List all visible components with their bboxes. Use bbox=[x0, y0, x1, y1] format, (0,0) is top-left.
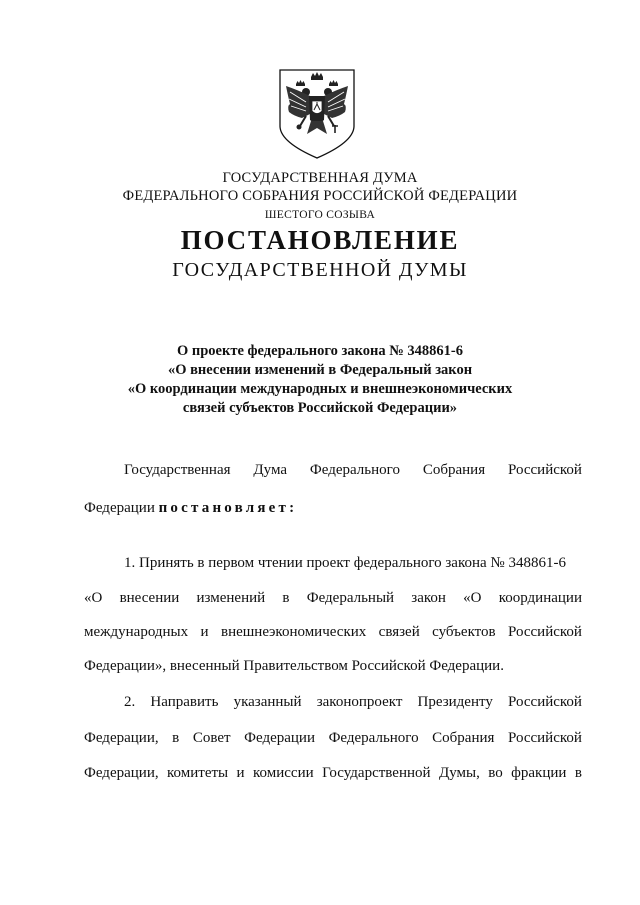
word: Дума bbox=[253, 462, 288, 478]
item-1-line-4: Федерации», внесенный Правительством Российской Федерации. bbox=[84, 658, 504, 674]
word: фракции bbox=[511, 765, 567, 781]
word: Федерального bbox=[309, 462, 400, 478]
preamble-line-2 bbox=[84, 500, 582, 517]
issuer-line-1: ГОСУДАРСТВЕННАЯ ДУМА bbox=[222, 170, 418, 186]
word: связей bbox=[378, 624, 420, 640]
document-type-title: ПОСТАНОВЛЕНИЕ bbox=[180, 225, 460, 255]
coat-of-arms-icon bbox=[276, 68, 358, 160]
word: законопроект bbox=[316, 694, 403, 710]
word: координации bbox=[498, 590, 582, 606]
word: «О bbox=[463, 590, 482, 606]
word: Федерации, bbox=[84, 730, 159, 746]
word: Собрания bbox=[432, 730, 495, 746]
word: в bbox=[172, 730, 180, 746]
word: Собрания bbox=[422, 462, 486, 478]
word: Государственной bbox=[322, 765, 431, 781]
item-2-line-3 bbox=[84, 765, 582, 782]
issuer-line-2: ФЕДЕРАЛЬНОГО СОБРАНИЯ РОССИЙСКОЙ ФЕДЕРАЦИИ bbox=[122, 188, 518, 204]
word: Российской bbox=[508, 462, 582, 478]
word: Федерального bbox=[328, 730, 419, 746]
word: в bbox=[282, 590, 290, 606]
word: комитеты bbox=[167, 765, 229, 781]
preamble-text: Федерации bbox=[84, 500, 155, 516]
word: Российской bbox=[508, 730, 582, 746]
word: Федерации bbox=[244, 730, 315, 746]
word: и bbox=[236, 765, 245, 781]
subject-line: «О координации международных и внешнеэкономических bbox=[127, 381, 513, 397]
word: внесении bbox=[119, 590, 180, 606]
item-2-line-2 bbox=[84, 730, 582, 747]
word: внешнеэкономических bbox=[220, 624, 367, 640]
word: Президенту bbox=[417, 694, 493, 710]
word: Российской bbox=[508, 624, 582, 640]
subject-line: О проекте федерального закона № 348861-6 bbox=[176, 343, 464, 359]
word: 2. bbox=[124, 694, 136, 710]
word: указанный bbox=[233, 694, 302, 710]
word: и bbox=[200, 624, 209, 640]
word: «О bbox=[84, 590, 103, 606]
item-1-line-3 bbox=[84, 624, 582, 641]
operative-keyword: постановляет: bbox=[158, 500, 298, 516]
word: Думы, bbox=[438, 765, 480, 781]
subject-line: «О внесении изменений в Федеральный закон bbox=[167, 362, 473, 378]
item-1-line-2 bbox=[84, 590, 582, 607]
subject-line: связей субъектов Российской Федерации» bbox=[182, 400, 458, 416]
word: международных bbox=[84, 624, 189, 640]
word: Совет bbox=[192, 730, 231, 746]
resolution-subject bbox=[100, 342, 540, 418]
word: закон bbox=[411, 590, 446, 606]
word: в bbox=[574, 765, 582, 781]
document-issuer-subtitle: ГОСУДАРСТВЕННОЙ ДУМЫ bbox=[172, 259, 468, 281]
word: Федеральный bbox=[306, 590, 395, 606]
word: во bbox=[488, 765, 503, 781]
word: комиссии bbox=[253, 765, 314, 781]
word: Направить bbox=[150, 694, 219, 710]
word: Государственная bbox=[124, 462, 231, 478]
convocation-line: ШЕСТОГО СОЗЫВА bbox=[264, 209, 376, 221]
item-2-line-1 bbox=[84, 694, 582, 711]
item-1-line-1: 1. Принять в первом чтении проект федерального закона № 348861-6 bbox=[124, 555, 566, 571]
word: Федерации, bbox=[84, 765, 159, 781]
word: изменений bbox=[196, 590, 266, 606]
preamble-line-1 bbox=[84, 462, 582, 479]
word: субъектов bbox=[432, 624, 496, 640]
word: Российской bbox=[508, 694, 582, 710]
